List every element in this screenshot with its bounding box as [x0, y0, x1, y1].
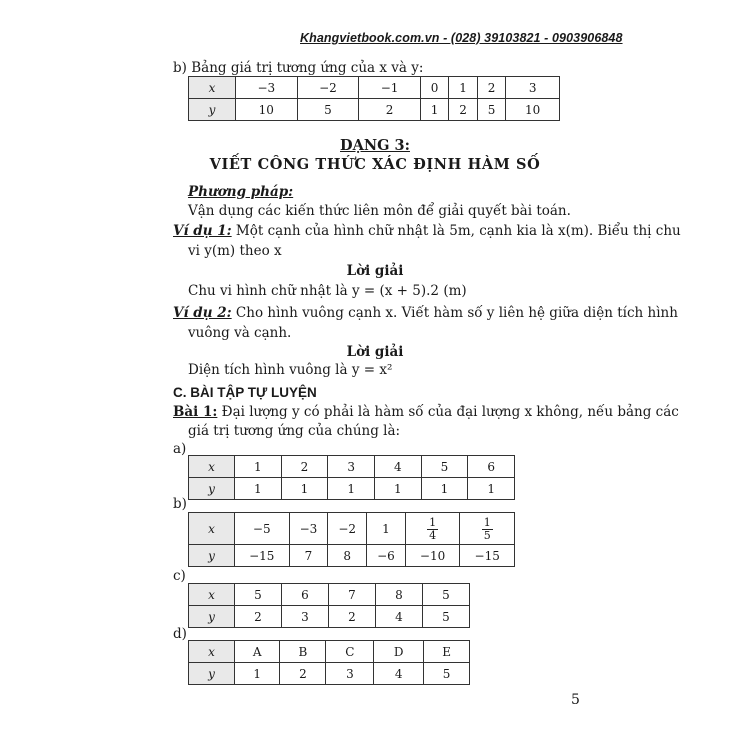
value-table-a: [188, 455, 515, 500]
table-cell: D: [374, 641, 424, 663]
table-cell: −2: [297, 77, 359, 99]
exercise-1-line: [173, 403, 679, 421]
table-cell: 1: [449, 77, 477, 99]
table-row: [189, 77, 560, 99]
exercise-1-line2: giá trị tương ứng của chúng là:: [188, 423, 401, 439]
table-row: [189, 545, 515, 567]
table-cell: [460, 513, 515, 545]
table-cell: −3: [236, 77, 298, 99]
fraction-denominator: 5: [483, 529, 491, 542]
table-row: [189, 584, 470, 606]
value-table-top: [188, 76, 560, 121]
solution-label-2: Lời giải: [346, 344, 404, 360]
table-cell: 5: [423, 584, 470, 606]
table-cell: 10: [236, 99, 298, 121]
table-cell: 5: [235, 584, 282, 606]
table-cell: 4: [374, 456, 421, 478]
table-cell: 5: [423, 606, 470, 628]
section-c-title: C. BÀI TẬP TỰ LUYỆN: [173, 385, 317, 400]
example-1-label: Ví dụ 1:: [173, 223, 232, 239]
table-cell: 2: [449, 99, 477, 121]
part-b-label: b): [173, 60, 187, 76]
example-2-text: Cho hình vuông cạnh x. Viết hàm số y liên hệ giữa diện tích hình: [231, 305, 678, 321]
table-cell: 8: [328, 545, 367, 567]
table-cell: C: [326, 641, 374, 663]
y-header: y: [189, 545, 235, 567]
x-header: x: [189, 456, 235, 478]
example-1-line2: vi y(m) theo x: [188, 243, 282, 259]
x-header: x: [189, 584, 235, 606]
table-row: [189, 606, 470, 628]
table-cell: 7: [329, 584, 376, 606]
table-cell: 8: [376, 584, 423, 606]
table-cell: 10: [506, 99, 560, 121]
part-b-text: Bảng giá trị tương ứng của x và y:: [191, 60, 424, 76]
table-cell: 0: [420, 77, 448, 99]
x-header: x: [189, 513, 235, 545]
table-cell: −1: [359, 77, 421, 99]
table-cell: 6: [468, 456, 515, 478]
table-cell: E: [424, 641, 470, 663]
value-table-c: [188, 583, 470, 628]
table-cell: 5: [424, 663, 470, 685]
table-a-label: a): [173, 441, 187, 457]
table-cell: 5: [421, 456, 468, 478]
table-cell: 1: [235, 478, 282, 500]
solution-2: Diện tích hình vuông là y = x²: [188, 362, 393, 378]
table-cell: 3: [282, 606, 329, 628]
example-1-text: Một cạnh của hình chữ nhật là 5m, cạnh kia là x(m). Biểu thị chu: [231, 223, 681, 239]
table-cell: −10: [405, 545, 460, 567]
y-header: y: [189, 99, 236, 121]
table-cell: 2: [280, 663, 326, 685]
page-number: 5: [571, 692, 580, 708]
table-c-label: c): [173, 568, 186, 584]
dang-title: VIẾT CÔNG THỨC XÁC ĐỊNH HÀM SỐ: [209, 156, 541, 173]
table-cell: 5: [297, 99, 359, 121]
table-cell: 5: [477, 99, 505, 121]
example-2-line2: vuông và cạnh.: [188, 325, 292, 341]
exercise-1-label: Bài 1:: [173, 404, 218, 420]
fraction: [427, 517, 438, 542]
page-header: Khangvietbook.com.vn - (028) 39103821 - 0903906848: [300, 31, 623, 45]
fraction: [482, 517, 493, 542]
method-label: Phương pháp:: [188, 184, 294, 200]
table-cell: 3: [328, 456, 375, 478]
value-table-d: [188, 640, 470, 685]
table-cell: [405, 513, 460, 545]
table-row: [189, 456, 515, 478]
table-cell: 3: [326, 663, 374, 685]
table-cell: 1: [328, 478, 375, 500]
solution-label-1: Lời giải: [346, 263, 404, 279]
value-table-b: [188, 512, 515, 567]
table-cell: 1: [374, 478, 421, 500]
table-cell: 2: [329, 606, 376, 628]
table-cell: 1: [235, 456, 282, 478]
table-cell: 1: [468, 478, 515, 500]
table-cell: 2: [235, 606, 282, 628]
table-row: [189, 478, 515, 500]
table-cell: 3: [506, 77, 560, 99]
y-header: y: [189, 478, 235, 500]
example-2-line: [173, 304, 678, 322]
table-row: [189, 641, 470, 663]
y-header: y: [189, 606, 235, 628]
solution-1: Chu vi hình chữ nhật là y = (x + 5).2 (m): [188, 283, 467, 299]
table-row: [189, 99, 560, 121]
fraction-numerator: 1: [483, 516, 491, 529]
table-cell: −5: [235, 513, 290, 545]
example-2-label: Ví dụ 2:: [173, 305, 232, 321]
table-cell: 6: [282, 584, 329, 606]
table-cell: −2: [328, 513, 367, 545]
x-header: x: [189, 77, 236, 99]
table-cell: 4: [376, 606, 423, 628]
table-cell: B: [280, 641, 326, 663]
method-text: Vận dụng các kiến thức liên môn để giải quyết bài toán.: [188, 203, 571, 219]
table-cell: −6: [367, 545, 406, 567]
table-cell: 2: [359, 99, 421, 121]
table-d-label: d): [173, 626, 187, 642]
fraction-denominator: 4: [429, 529, 437, 542]
table-cell: 1: [421, 478, 468, 500]
table-row: [189, 513, 515, 545]
table-cell: 2: [281, 456, 328, 478]
example-1-line: [173, 222, 681, 240]
table-cell: −15: [460, 545, 515, 567]
part-b-line: [173, 59, 423, 77]
table-cell: 1: [281, 478, 328, 500]
table-cell: −3: [289, 513, 328, 545]
table-cell: 1: [367, 513, 406, 545]
table-cell: −15: [235, 545, 290, 567]
table-cell: A: [235, 641, 280, 663]
table-cell: 7: [289, 545, 328, 567]
y-header: y: [189, 663, 235, 685]
table-row: [189, 663, 470, 685]
table-cell: 1: [420, 99, 448, 121]
table-cell: 1: [235, 663, 280, 685]
table-cell: 4: [374, 663, 424, 685]
fraction-numerator: 1: [429, 516, 437, 529]
table-cell: 2: [477, 77, 505, 99]
exercise-1-text: Đại lượng y có phải là hàm số của đại lượng x không, nếu bảng các: [217, 404, 679, 420]
dang-label: DẠNG 3:: [340, 137, 410, 154]
x-header: x: [189, 641, 235, 663]
table-b-label: b): [173, 496, 187, 512]
